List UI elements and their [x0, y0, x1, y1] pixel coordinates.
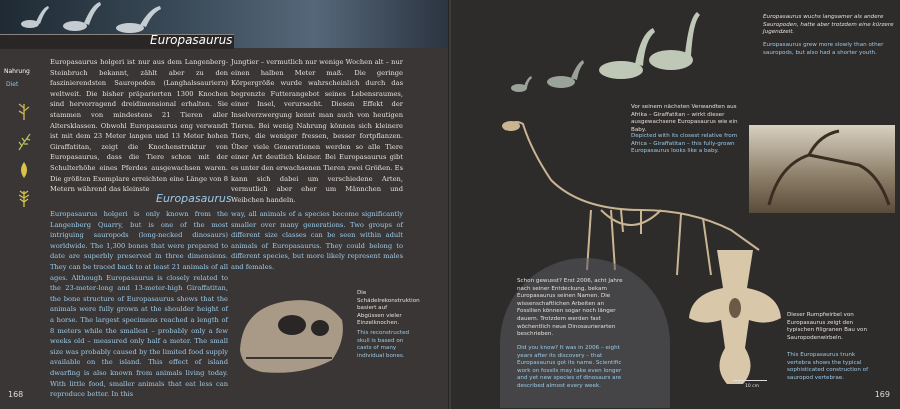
text-en-column-1: Europasaurus holgeri is only known from the Langenberg Quarry, but is one of the most intriguing sauropods (long-necked dinosaurs) worldwide. The 1,300 bones that were prepared to date are superbly preserved in three dimensions. They can be traced back to at least 21 animals of all ages. Although Europasaurus is closely related to the 23-meter-long and 13-meter-high Giraffatitan, the bone structure of Europasaurus shows that the animals were fully grown at the shoulder height of a horse. The largest specimens reached a length of 8 meters while the smallest – probably only a few weeks old – measured only half a meter. The small size was probably caused by the limited food supply available on the island. This effect of island dwarfing is also known from animals living today. With little food, smaller animals that eat less can reproduce better. In this: [50, 210, 228, 399]
growth-caption-de: Europasaurus wuchs langsamer als andere Sauropoden, hatte aber trotzdem eine kürzere Jugendzeit.: [763, 14, 894, 36]
scale-bar-label: 10 cm: [745, 384, 760, 389]
vertebra-image: [687, 248, 783, 388]
skull-image: [232, 280, 352, 380]
relative-caption-de: Vor seinem nächsten Verwandten aus Afrika – Giraffatitan – wirkt dieser ausgewachsene Europasaurus wie ein Baby.: [631, 104, 738, 133]
page-title: Europasaurus: [150, 33, 233, 47]
text-de-column-1: Europasaurus holgeri ist nur aus dem Langenberg-Steinbruch bekannt, zählt aber zu den faszinierendsten Sauropoden (Langhalssauriern) weltweit. Die bisher präparierten 1300 Knochen sind hervorragend dreidimensional erhalten. Sie stammen von mindestens 21 Tieren aller Altersklassen. Obwohl Europasaurus eng verwandt ist mit dem 23 Meter langen und 13 Meter hohen Giraffatitan, zeigt die Knochenstruktur von Europasaurus, dass die Tiere schon mit der Schulterhöhe eines Pferdes ausgewachsen waren. Die größten Exemplare erreichten eine Länge von 8 Metern während das kleinste: [50, 58, 228, 194]
growth-caption-en: Europasaurus grew more slowly than other sauropods, but also had a shorter youth.: [763, 42, 884, 56]
did-you-know-en: Did you know? It was in 2006 – eight years after its discovery – that Europasaurus got its name. Scientific work on fossils may take even longer and yet new species of dinosaurs are described almost every week.: [517, 345, 622, 389]
size-comparison-image: [501, 8, 701, 100]
diet-label-en: Diet: [6, 81, 19, 88]
page-number-right: 169: [874, 390, 890, 399]
leaf-icon: [16, 160, 32, 180]
scale-bar: [733, 380, 767, 381]
skull-caption-en: This reconstructed skull is based on casts of many individual bones.: [357, 330, 410, 359]
section-subtitle: Europasaurus: [156, 192, 232, 205]
plant-icon: [16, 100, 32, 120]
did-you-know-de: Schon gewusst? Erst 2006, acht Jahre nach seiner Entdeckung, bekam Europasaurus seinen Namen. Die wissenschaftlichen Arbeiten an Fossilien können sogar noch länger dauern. Trotzdem werden fast wöchentlich neue Dinosaurierarten beschrieben.: [517, 278, 623, 338]
text-de-column-2: Jungtier – vermutlich nur wenige Wochen alt – nur einen halben Meter maß. Die geringe Körpergröße wurde wahrscheinlich durch das begrenzte Futterangebot seines Lebensraumes, einer Insel, verursacht. Diesen Effekt der Inselverzwergung kennt man auch von heutigen Tieren. Bei wenig Nahrung können sich kleinere Tiere, die weniger fressen, besser fortpflanzen. Über viele Generationen werden so alle Tiere einer Art deutlich kleiner. Bei Europasaurus gibt es unter den erwachsenen Tieren zwei Größen. Es kann sich dabei um verschiedene Arten, vermutlich aber eher um Männchen und Weibchen handeln.: [231, 58, 403, 204]
relative-caption-en: Depicted with its closest relative from Africa – Giraffatitan – this fully-grown Europasaurus looks like a baby.: [631, 133, 738, 155]
page-number-left: 168: [8, 390, 24, 399]
museum-photo: [749, 125, 895, 213]
fern-icon: [16, 132, 32, 152]
vertebra-caption-en: This Europasaurus trunk vertebra shows the typical sophisticated construction of sauropod vertebrae.: [787, 352, 869, 381]
vertebra-caption-de: Dieser Rumpfwirbel von Europasaurus zeigt den typischen filigranen Bau von Sauropodenwirbeln.: [787, 312, 867, 341]
left-page: [0, 0, 449, 409]
text-en-column-2: way, all animals of a species become significantly smaller over many generations. Two groups of different size classes can be seen within adult animals of Europasaurus. They could belong to different species, but more likely represent males and females.: [231, 210, 403, 271]
diet-label-de: Nahrung: [4, 68, 30, 75]
right-page: [451, 0, 900, 409]
conifer-icon: [16, 188, 32, 208]
skull-caption-de: Die Schädelrekonstruktion basiert auf Abgüssen vieler Einzelknochen.: [357, 290, 420, 327]
